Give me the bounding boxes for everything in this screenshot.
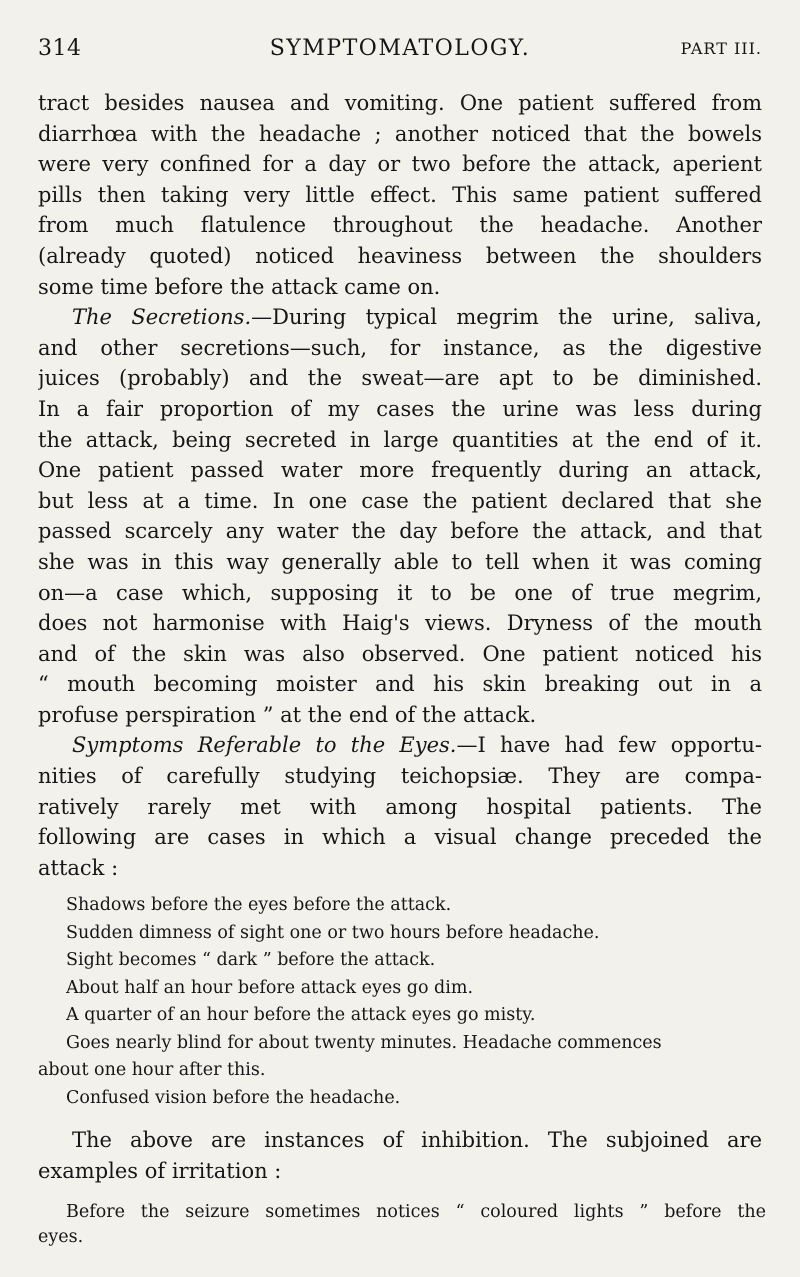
text-line: examples of irritation :: [38, 1158, 282, 1183]
inhibition-cases-list: [38, 892, 766, 1112]
case-item: Sight becomes “ dark ” before the attack.: [66, 950, 436, 970]
case-item: Confused vision before the headache.: [66, 1087, 401, 1108]
text-line: juices (probably) and the sweat—are apt to be diminished.: [38, 366, 762, 391]
text-line: One patient passed water more frequently during an attack,: [38, 458, 762, 483]
text-line: “ mouth becoming moister and his skin breaking out in a: [38, 672, 762, 697]
text-line: and other secretions—such, for instance, as the digestive: [38, 335, 762, 360]
page-number: 314: [38, 36, 82, 61]
secretions-first-line: [38, 302, 762, 333]
text-line: In a fair proportion of my cases the urine was less during: [38, 396, 762, 421]
text-line: passed scarcely any water the day before the attack, and that: [38, 519, 762, 544]
text-line: were very confined for a day or two before the attack, aperient: [38, 152, 762, 177]
text-line: some time before the attack came on.: [38, 274, 441, 299]
case-item: Sudden dimness of sight one or two hours before headache.: [66, 922, 600, 943]
text-line: The above are instances of inhibition. The subjoined are: [72, 1128, 762, 1152]
text-line: ratively rarely met with among hospital patients. The: [38, 794, 762, 819]
text-line: from much flatulence throughout the headache. Another: [38, 213, 762, 238]
text-line: on—a case which, supposing it to be one of true megrim,: [38, 580, 762, 605]
text-line: diarrhœa with the headache ; another noticed that the bowels: [38, 121, 762, 146]
case-item: Shadows before the eyes before the attack.: [66, 895, 452, 915]
eyes-first-line: [38, 730, 762, 761]
text-line: but less at a time. In one case the patient declared that she: [38, 488, 762, 513]
running-title: SYMPTOMATOLOGY.: [269, 36, 531, 61]
text-line: she was in this way generally able to tell when it was coming: [38, 549, 762, 574]
text-line: and of the skin was also observed. One patient noticed his: [38, 641, 762, 666]
text-line: nities of carefully studying teichopsiæ. They are compa-: [38, 764, 762, 789]
text-line: does not harmonise with Haig's views. Dryness of the mouth: [38, 611, 762, 636]
text-line: (already quoted) noticed heaviness between the shoulders: [38, 243, 762, 268]
text-line: tract besides nausea and vomiting. One patient suffered from: [38, 91, 762, 115]
case-item: A quarter of an hour before the attack eyes go misty.: [66, 1005, 536, 1025]
case-item: Goes nearly blind for about twenty minutes. Headache commences: [66, 1032, 662, 1053]
text-line: attack :: [38, 855, 119, 880]
main-text: [38, 88, 762, 883]
section-heading-secretions: The Secretions.: [72, 305, 252, 330]
part-label: PART III.: [680, 39, 762, 58]
text-line: following are cases in which a visual change preceded the: [38, 825, 762, 850]
paragraph-inhibition-irritation: [38, 1125, 762, 1186]
case-item-continuation: eyes.: [38, 1227, 84, 1247]
case-item: Before the seizure sometimes notices “ coloured lights ” before the: [66, 1202, 766, 1222]
text-line: the attack, being secreted in large quantities at the end of it.: [38, 427, 762, 452]
irritation-cases-list: [38, 1200, 766, 1250]
case-item-continuation: about one hour after this.: [38, 1060, 266, 1080]
text-fragment: —I have had few opportu-: [456, 733, 762, 758]
text-line: pills then taking very little effect. This same patient suffered: [38, 182, 762, 207]
text-line: profuse perspiration ” at the end of the attack.: [38, 702, 537, 727]
case-item: About half an hour before attack eyes go dim.: [66, 977, 474, 998]
page-header: [38, 36, 762, 66]
section-heading-eyes: Symptoms Referable to the Eyes.: [72, 733, 457, 758]
text-fragment: —During typical megrim the urine, saliva,: [251, 305, 762, 330]
